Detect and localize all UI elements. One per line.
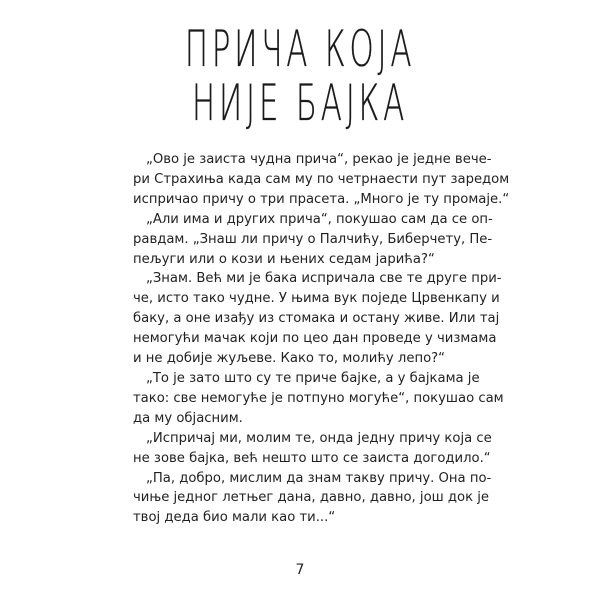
body-line: „Па, добро, мислим да знам такву причу. Она по- [146, 470, 492, 486]
chapter-title [0, 22, 600, 130]
body-line: тако: све немогуће је потпуно могуће“, покушао сам [133, 390, 504, 406]
body-line: „Знам. Већ ми је бака испричала све те друге при- [146, 271, 502, 287]
chapter-title-line-2: НИЈЕ БАЈКА [191, 74, 409, 132]
body-line: твој деда био мали као ти...“ [133, 510, 336, 526]
body-line: баку, а оне изађу из стомака и остану живе. Или тај [133, 311, 500, 327]
body-line: и не добије жуљеве. Како то, молићу лепо?“ [133, 351, 445, 367]
body-line: „Испричај ми, молим те, онда једну причу која се [146, 430, 492, 446]
body-line: ри Страхиња када сам му по четрнаести пут заредом [133, 171, 510, 187]
body-line: не зове бајка, већ нешто што се заиста догодило.“ [133, 450, 491, 466]
body-line: пељуги или о кози и њених седам јарића?“ [133, 251, 435, 267]
body-line: „Ово је заиста чудна прича“, рекао је једне вече- [146, 152, 492, 167]
body-line: чиње једног летњег дана, давно, давно, још док је [133, 490, 490, 506]
body-line: да му објасним. [133, 410, 243, 426]
chapter-title-line-1: ПРИЧА КОЈА [184, 20, 416, 78]
body-line: немогући мачак који по цео дан проведе у чизмама [133, 331, 497, 347]
body-line: „То је зато што су те приче бајке, а у бајкама је [146, 370, 480, 386]
body-line: испричао причу о три прасета. „Много је ту промаје.“ [133, 191, 510, 207]
body-line: че, исто тако чудне. У њима вук поједе Црвенкапу и [133, 291, 500, 307]
page-number: 7 [295, 562, 305, 578]
body-line: „Али има и других прича“, покушао сам да се оп- [146, 211, 493, 227]
chapter-body-text [133, 150, 510, 528]
body-line: равдам. „Знаш ли причу о Палчићу, Биберчету, Пе- [133, 231, 493, 247]
